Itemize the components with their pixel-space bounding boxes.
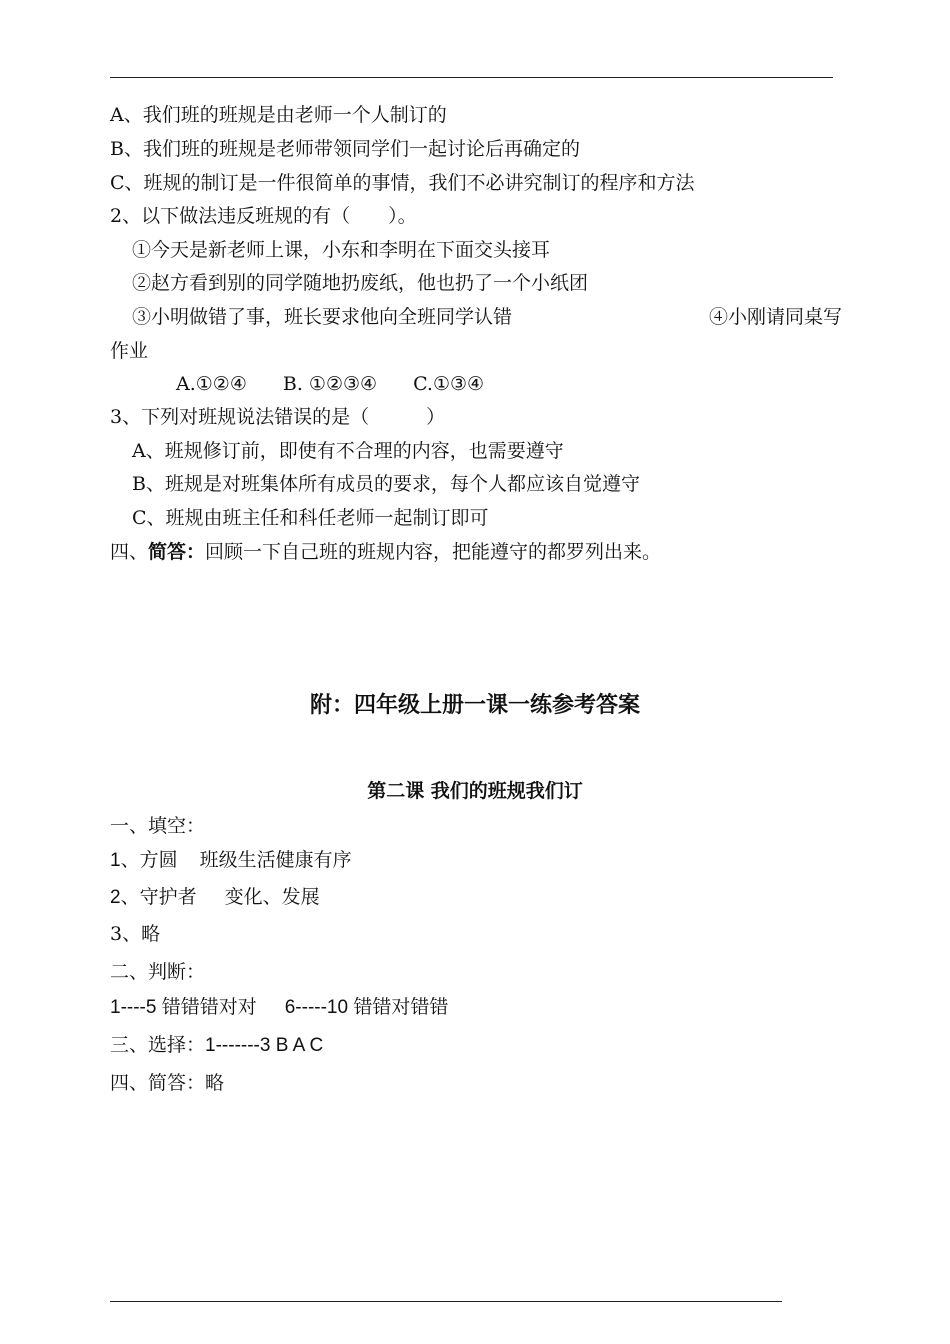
choice-values: 1-------3 B A C [205,1035,324,1056]
q3-option-c: C、班规由班主任和科任老师一起制订即可 [132,507,489,529]
answers-fill-2 [110,885,320,910]
footer-rule [110,1301,782,1302]
section-4-text: 回顾一下自己班的班规内容，把能遵守的都罗列出来。 [205,541,662,563]
q2-option-b: B. ①②③④ [282,373,378,395]
judge-part-b: 6-----10 错错对错错 [284,997,449,1018]
fill-1-answer-b: 班级生活健康有序 [199,849,352,871]
section-4-short-answer [110,540,661,564]
q2-item-4-continued: 作业 [110,340,149,362]
q3-stem: 3、下列对班规说法错误的是（ ） [110,406,446,428]
section-4-label: 简答： [148,541,206,563]
fill-2-answer-b: 变化、发展 [224,886,320,908]
answers-choice [110,1033,323,1058]
answers-fill-3: 3、略 [110,923,161,945]
q3-option-a: A、班规修订前，即使有不合理的内容，也需要遵守 [132,440,564,462]
answers-fill-header: 一、填空： [110,815,206,837]
answers-judge-header: 二、判断： [110,961,206,983]
header-rule [110,77,833,78]
section-4-prefix: 四、 [110,541,149,563]
q3-option-b: B、班规是对班集体所有成员的要求，每个人都应该自觉遵守 [132,473,640,495]
lesson-title: 第二课 我们的班规我们订 [367,780,583,802]
answers-fill-1 [110,848,352,873]
q1-option-b: B、我们班的班规是老师带领同学们一起讨论后再确定的 [110,138,580,160]
fill-1-number: 1、 [110,850,140,871]
answers-judge [110,996,448,1020]
q1-option-a: A、我们班的班规是由老师一个人制订的 [110,104,447,126]
appendix-title: 附：四年级上册一课一练参考答案 [309,693,640,718]
q2-answer-options [176,372,484,396]
choice-label: 三、选择： [110,1034,206,1056]
q2-option-a: A.①②④ [176,373,247,395]
q2-option-c: C.①③④ [413,373,485,395]
q2-item-2: ②赵方看到别的同学随地扔废纸，他也扔了一个小纸团 [132,272,589,294]
answers-short: 四、简答：略 [110,1072,225,1094]
fill-2-answer-a: 守护者 [139,886,197,908]
q1-option-c: C、班规的制订是一件很简单的事情，我们不必讲究制订的程序和方法 [110,172,695,194]
q2-stem: 2、以下做法违反班规的有（ ）。 [110,205,417,227]
q2-item-4: ④小刚请同桌写 [708,306,842,328]
q2-item-3: ③小明做错了事，班长要求他向全班同学认错 [132,306,513,328]
fill-1-answer-a: 方圆 [139,849,178,871]
fill-2-number: 2、 [110,887,140,908]
q2-item-1: ①今天是新老师上课，小东和李明在下面交头接耳 [132,239,551,261]
judge-part-a: 1----5 错错错对对 [110,997,257,1018]
